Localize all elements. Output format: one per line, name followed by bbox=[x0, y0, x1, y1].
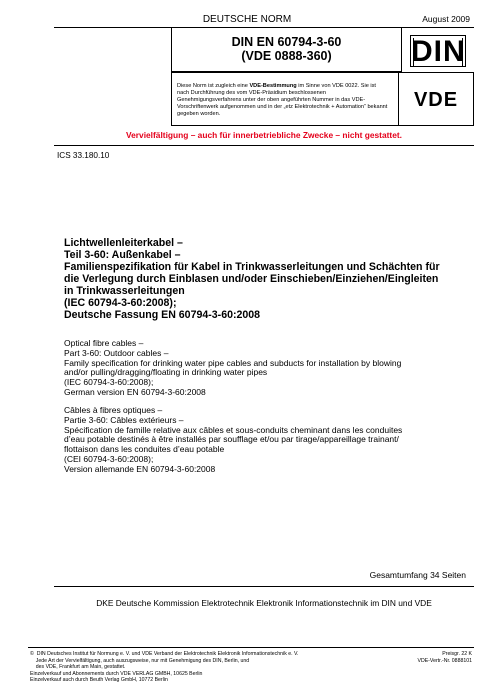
vde-note-box bbox=[171, 72, 474, 126]
price-group: Preisgr. 22 K bbox=[442, 651, 472, 657]
document-series: DEUTSCHE NORM bbox=[202, 14, 292, 25]
footer-rule bbox=[28, 647, 474, 648]
warning-rule bbox=[54, 145, 474, 146]
standard-number-box bbox=[171, 28, 402, 72]
ics-code: ICS 33.180.10 bbox=[57, 151, 110, 160]
din-logo: DIN bbox=[411, 35, 466, 68]
din-logo-area bbox=[402, 28, 474, 72]
vde-logo: VDE bbox=[413, 89, 459, 111]
footer-left: © DIN Deutsches Institut für Normung e. V. und VDE Verband der Elektrotechnik Elektronik Informationstechnik e. V. Jede Art der Vervielfältigung, auch auszugsweise, nur mit Genehmigung des DIN, Berlin, und des VDE, Frankfurt am Main, gestattet. Einzelverkauf und Abonnements durch VDE VERLAG GMBH, 10625 Berlin Einzelverkauf auch durch Beuth Verlag GmbH, 10772 Berlin bbox=[30, 651, 299, 684]
dke-line: DKE Deutsche Kommission Elektrotechnik Elektronik Informationstechnik im DIN und VDE bbox=[96, 598, 432, 608]
standard-number: DIN EN 60794-3-60 bbox=[231, 35, 342, 49]
total-pages: Gesamtumfang 34 Seiten bbox=[369, 570, 466, 580]
pages-rule bbox=[54, 586, 474, 587]
vde-number: (VDE 0888-360) bbox=[241, 49, 332, 63]
vde-contract-number: VDE-Vertr.-Nr. 0888101 bbox=[417, 657, 472, 664]
title-english: Optical fibre cables – Part 3-60: Outdoor cables – Family specification for drinking water pipe cables and subducts for installation by blowing and/or pulling/dragging/floating in drinking water pipes (IEC 60794-3-60:2008); German version EN 60794-3-60:2008 bbox=[64, 338, 402, 397]
title-german: Lichtwellenleiterkabel – Teil 3-60: Außenkabel – Familienspezifikation für Kabel in Trinkwasserleitungen und Schächten für die Verlegung durch Einblasen und/oder Einschieben/Einziehen/Eingleiten in Trinkwasserleitungen (IEC 60794-3-60:2008); Deutsche Fassung EN 60794-3-60:2008 bbox=[64, 237, 440, 321]
document-date: August 2009 bbox=[422, 14, 470, 24]
vde-note: Diese Norm ist zugleich eine VDE-Bestimmung im Sinne von VDE 0022. Sie ist nach Durchführung des vom VDE-Präsidium beschlossenen Genehmigungsverfahrens unter der oben angeführten Nummer in das VDE-Vorschriftenwerk aufgenommen und in der „etz Elektrotechnik + Automation“ bekannt gegeben worden. bbox=[177, 83, 388, 117]
title-french: Câbles à fibres optiques – Partie 3-60: Câbles extérieurs – Spécification de famille relative aux câbles et sous-conduits cheminant dans les conduites d’eau potable destinés à être installés par soufflage et/ou par tirage/appareillage trainant/ flottaison dans les conduites d’eau potable (CEI 60794-3-60:2008); Version allemande EN 60794-3-60:2008 bbox=[64, 405, 403, 474]
copy-warning: Vervielfältigung – auch für innerbetriebliche Zwecke – nicht gestattet. bbox=[126, 130, 402, 140]
footer-right bbox=[418, 651, 473, 664]
